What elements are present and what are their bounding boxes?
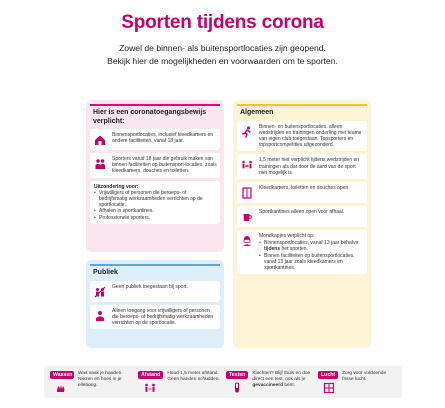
footer-text	[252, 371, 314, 388]
algemeen-item-text: Binnen- en buitensportlocaties, alleen wedstrijden en trainingen onderling met teams van eigen club toegestaan. Topsporters en topsportcompetities uitgezonderd.	[259, 123, 362, 149]
coronapass-item	[90, 129, 220, 150]
publiek-panel	[86, 260, 224, 348]
publiek-heading: Publiek	[90, 264, 220, 281]
distance-icon	[142, 380, 158, 396]
no-audience-icon	[93, 285, 107, 299]
worker-icon	[93, 309, 107, 323]
exception-item: • Afhalen in sportkantines.	[94, 208, 216, 214]
exceptions-title: Uitzondering voor:	[94, 183, 139, 190]
footer-item-afstand	[138, 371, 224, 393]
masks-box	[259, 233, 364, 271]
footer-item-testen	[226, 371, 314, 393]
mask-item	[259, 240, 364, 252]
hands-icon	[53, 380, 69, 396]
footer-block	[226, 371, 248, 396]
distance-icon	[240, 158, 254, 172]
subtitle-line: Zowel de binnen- als buitensportlocaties zijn geopend.	[119, 43, 326, 53]
window-icon	[321, 380, 337, 396]
coronapass-panel	[86, 100, 224, 252]
footer-block	[138, 371, 163, 396]
test-icon	[229, 380, 245, 396]
algemeen-item	[237, 206, 367, 227]
algemeen-panel	[233, 100, 371, 348]
mask-icon	[240, 234, 254, 248]
footer-text: Houd 1,5 meter afstand. Geen handen schudden.	[167, 371, 220, 382]
algemeen-item-text: Kleedkamers, toiletten en douches open.	[259, 184, 350, 191]
coronapass-item-text: Binnensportlocaties, inclusief kleedkamers en andere faciliteiten, vanaf 18 jaar.	[112, 132, 214, 145]
people-icon	[93, 157, 107, 171]
mask-item-bold: tijdens	[264, 246, 281, 253]
footer-item-wassen	[50, 371, 136, 393]
algemeen-item-text: Sportkantines alleen open voor afhaal.	[259, 208, 345, 215]
footer-text-bold: gevaccineerd	[252, 382, 284, 388]
mask-item-text: het sporten.	[280, 246, 308, 253]
mask-item-text: Binnen faciliteiten op buitensportlocaties, vanaf 13 jaar zoals kleedkamers en sportkantines.	[264, 252, 355, 271]
masks-title: Mondkapjes verplicht op:	[259, 232, 315, 239]
exceptions-box	[90, 181, 220, 224]
footer-tag: Lucht	[318, 371, 338, 379]
publiek-item-text: Geen publiek toegestaan bij sport.	[112, 283, 188, 290]
publiek-item	[90, 305, 220, 330]
mask-item	[259, 253, 364, 272]
masks-list	[259, 240, 364, 271]
page-subtitle	[0, 42, 445, 68]
footer-block	[318, 371, 338, 396]
footer-block	[50, 371, 74, 396]
coronapass-heading: Hier is een coronatoegangsbewijs verplicht:	[90, 104, 220, 129]
footer-item-lucht	[318, 371, 398, 393]
coronapass-item-text: Sporters vanaf 18 jaar die gebruik maken van binnen faciliteiten op buitensport-locaties, zoals kleedkamers, douches en toiletten.	[112, 156, 217, 175]
exception-item: • Professionele sporters.	[94, 215, 216, 221]
algemeen-item-text: 1,5 meter niet verplicht tijdens wedstrijden en trainingen als dat door de aard van de sport niet mogelijk is.	[259, 157, 360, 176]
footer-text: Zorg voor voldoende frisse lucht.	[342, 371, 387, 382]
footer-tag: Wassen	[50, 371, 74, 379]
exception-item: • Vrijwilligers of personen die beroeps- of bedrijfsmatig werkzaamheden verrichten op de sportlocatie.	[94, 190, 216, 209]
footer-text-part: Klachten? Blijf thuis en doe direct een test, ook als je	[252, 371, 311, 382]
locker-icon	[240, 186, 254, 200]
algemeen-heading: Algemeen	[237, 104, 367, 121]
page-title: Sporten tijdens corona	[121, 12, 324, 33]
publiek-item	[90, 281, 220, 302]
exceptions-list	[94, 190, 216, 221]
footer-text-part: bent.	[283, 382, 296, 388]
subtitle-line: Bekijk hier de mogelijkheden en voorwaarden om te sporten.	[107, 56, 338, 66]
sport-icon	[240, 125, 254, 139]
algemeen-item	[237, 230, 367, 274]
algemeen-item	[237, 154, 367, 179]
building-icon	[93, 133, 107, 147]
algemeen-item	[237, 121, 367, 152]
publiek-item-text: Alleen toegang voor vrijwilligers of personen die beroeps- of bedrijfsmatig werkzaamheden verrichten op de sportlocatie.	[112, 307, 214, 326]
footer-rules	[44, 366, 402, 398]
footer-text: Was vaak je handen. Niezen en hoes in je elleboog.	[78, 371, 123, 388]
footer-tag: Testen	[226, 371, 248, 379]
algemeen-item	[237, 182, 367, 203]
mask-item-text: Binnensportlocaties, vanaf 13 jaar behalve	[264, 240, 359, 247]
coronapass-item	[90, 153, 220, 178]
footer-tag: Afstand	[138, 371, 163, 379]
cup-icon	[240, 210, 254, 224]
